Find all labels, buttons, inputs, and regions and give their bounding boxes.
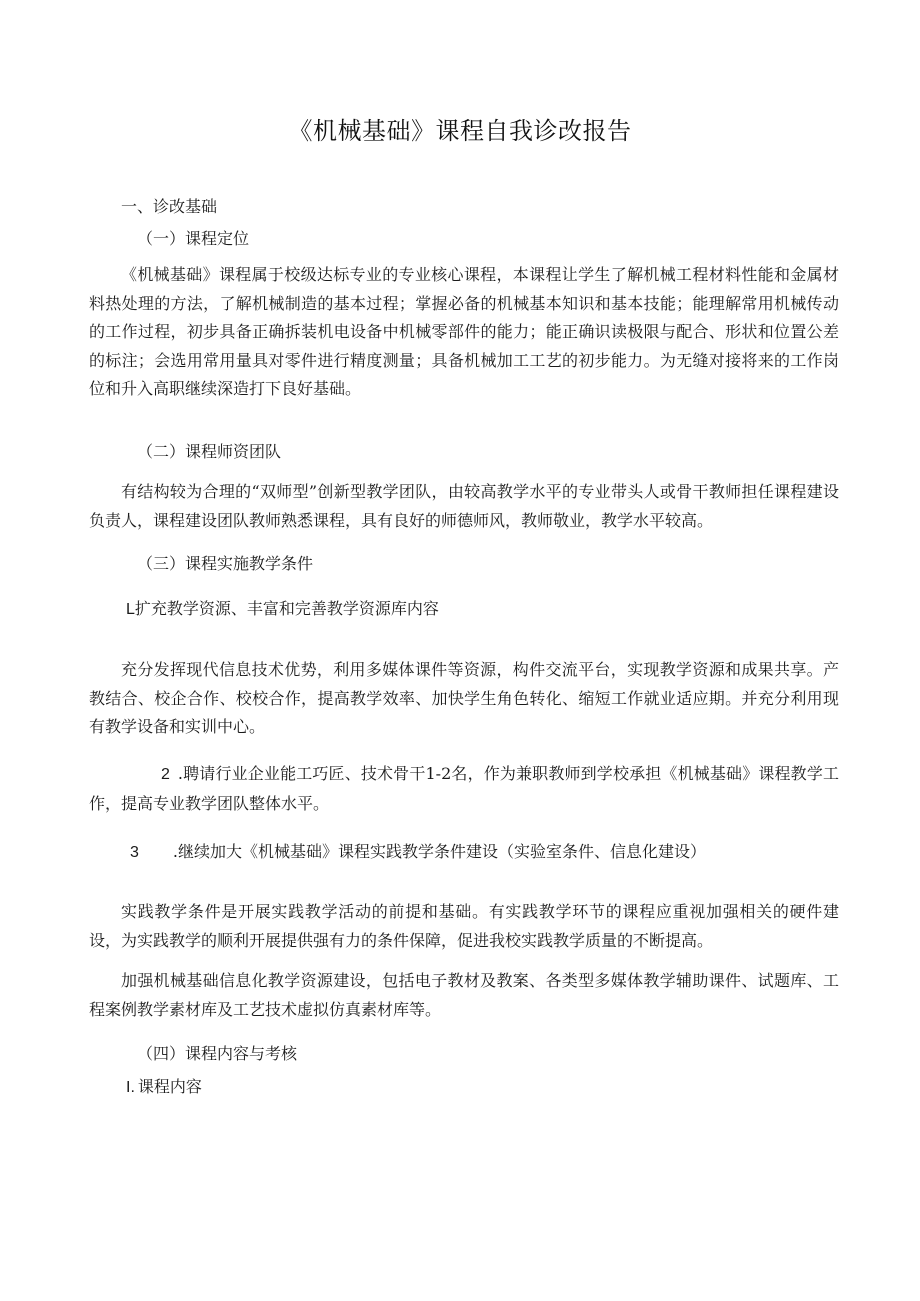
subheading-content-assessment: （四）课程内容与考核 (137, 1044, 298, 1063)
paragraph-practice-conditions: 实践教学条件是开展实践教学活动的前提和基础。有实践教学环节的课程应重视加强相关的硬件建设，为实践教学的顺利开展提供强有力的条件保障，促进我校实践教学质量的不断提高。 (89, 902, 839, 950)
list-item-2-number: 2 (161, 766, 170, 783)
paragraph-information-resources: 加强机械基础信息化教学资源建设，包括电子教材及教案、各类型多媒体教学辅助课件、试题库、工程案例教学素材库及工艺技术虚拟仿真素材库等。 (89, 971, 839, 1019)
list-item-3-heading (130, 842, 706, 863)
paragraph-course-positioning: 《机械基础》课程属于校级达标专业的专业核心课程，本课程让学生了解机械工程材料性能和金属材料热处理的方法，了解机械制造的基本过程；掌握必备的机械基本知识和基本技能；能理解常用机械传动的工作过程，初步具备正确拆装机电设备中机械零部件的能力；能正确识读极限与配合、形状和位置公差的标注；会选用常用量具对零件进行精度测量；具备机械加工工艺的初步能力。为无缝对接将来的工作岗位和升入高职继续深造打下良好基础。 (89, 265, 839, 399)
paragraph-teaching-resources: 充分发挥现代信息技术优势，利用多媒体课件等资源，构件交流平台，实现教学资源和成果共享。产教结合、校企合作、校校合作，提高教学效率、加快学生角色转化、缩短工作就业适应期。并充分利用现有教学设备和实训中心。 (89, 660, 839, 737)
list-item-1-number: L (126, 601, 135, 618)
subheading-teaching-conditions: （三）课程实施教学条件 (137, 554, 314, 573)
list-item-3-number: 3 (130, 844, 139, 861)
list-item-2-text: .聘请行业企业能工巧匠、技术骨干1-2名，作为兼职教师到学校承担《机械基础》课程教学工作，提高专业教学团队整体水平。 (89, 764, 839, 813)
document-title: 《机械基础》课程自我诊改报告 (288, 117, 632, 145)
paragraph-teaching-team: 有结构较为合理的“双师型”创新型教学团队，由较高教学水平的专业带头人或骨干教师担任课程建设负责人，课程建设团队教师熟悉课程，具有良好的师德师风，教师敬业，教学水平较高。 (89, 482, 839, 530)
list-item-course-content-text: 课程内容 (137, 1077, 202, 1096)
list-item-1-text: 扩充教学资源、丰富和完善教学资源库内容 (134, 599, 439, 618)
section-heading-diagnosis-basis: 一、诊改基础 (121, 197, 218, 216)
list-item-course-content (126, 1077, 202, 1098)
subheading-teaching-team: （二）课程师资团队 (137, 442, 282, 461)
list-item-2 (89, 760, 839, 818)
list-item-1-heading (126, 599, 439, 620)
subheading-course-positioning: （一）课程定位 (137, 229, 250, 248)
list-item-3-text: .继续加大《机械基础》课程实践教学条件建设（实验室条件、信息化建设） (172, 842, 706, 861)
list-item-course-content-number: I. (126, 1079, 135, 1096)
